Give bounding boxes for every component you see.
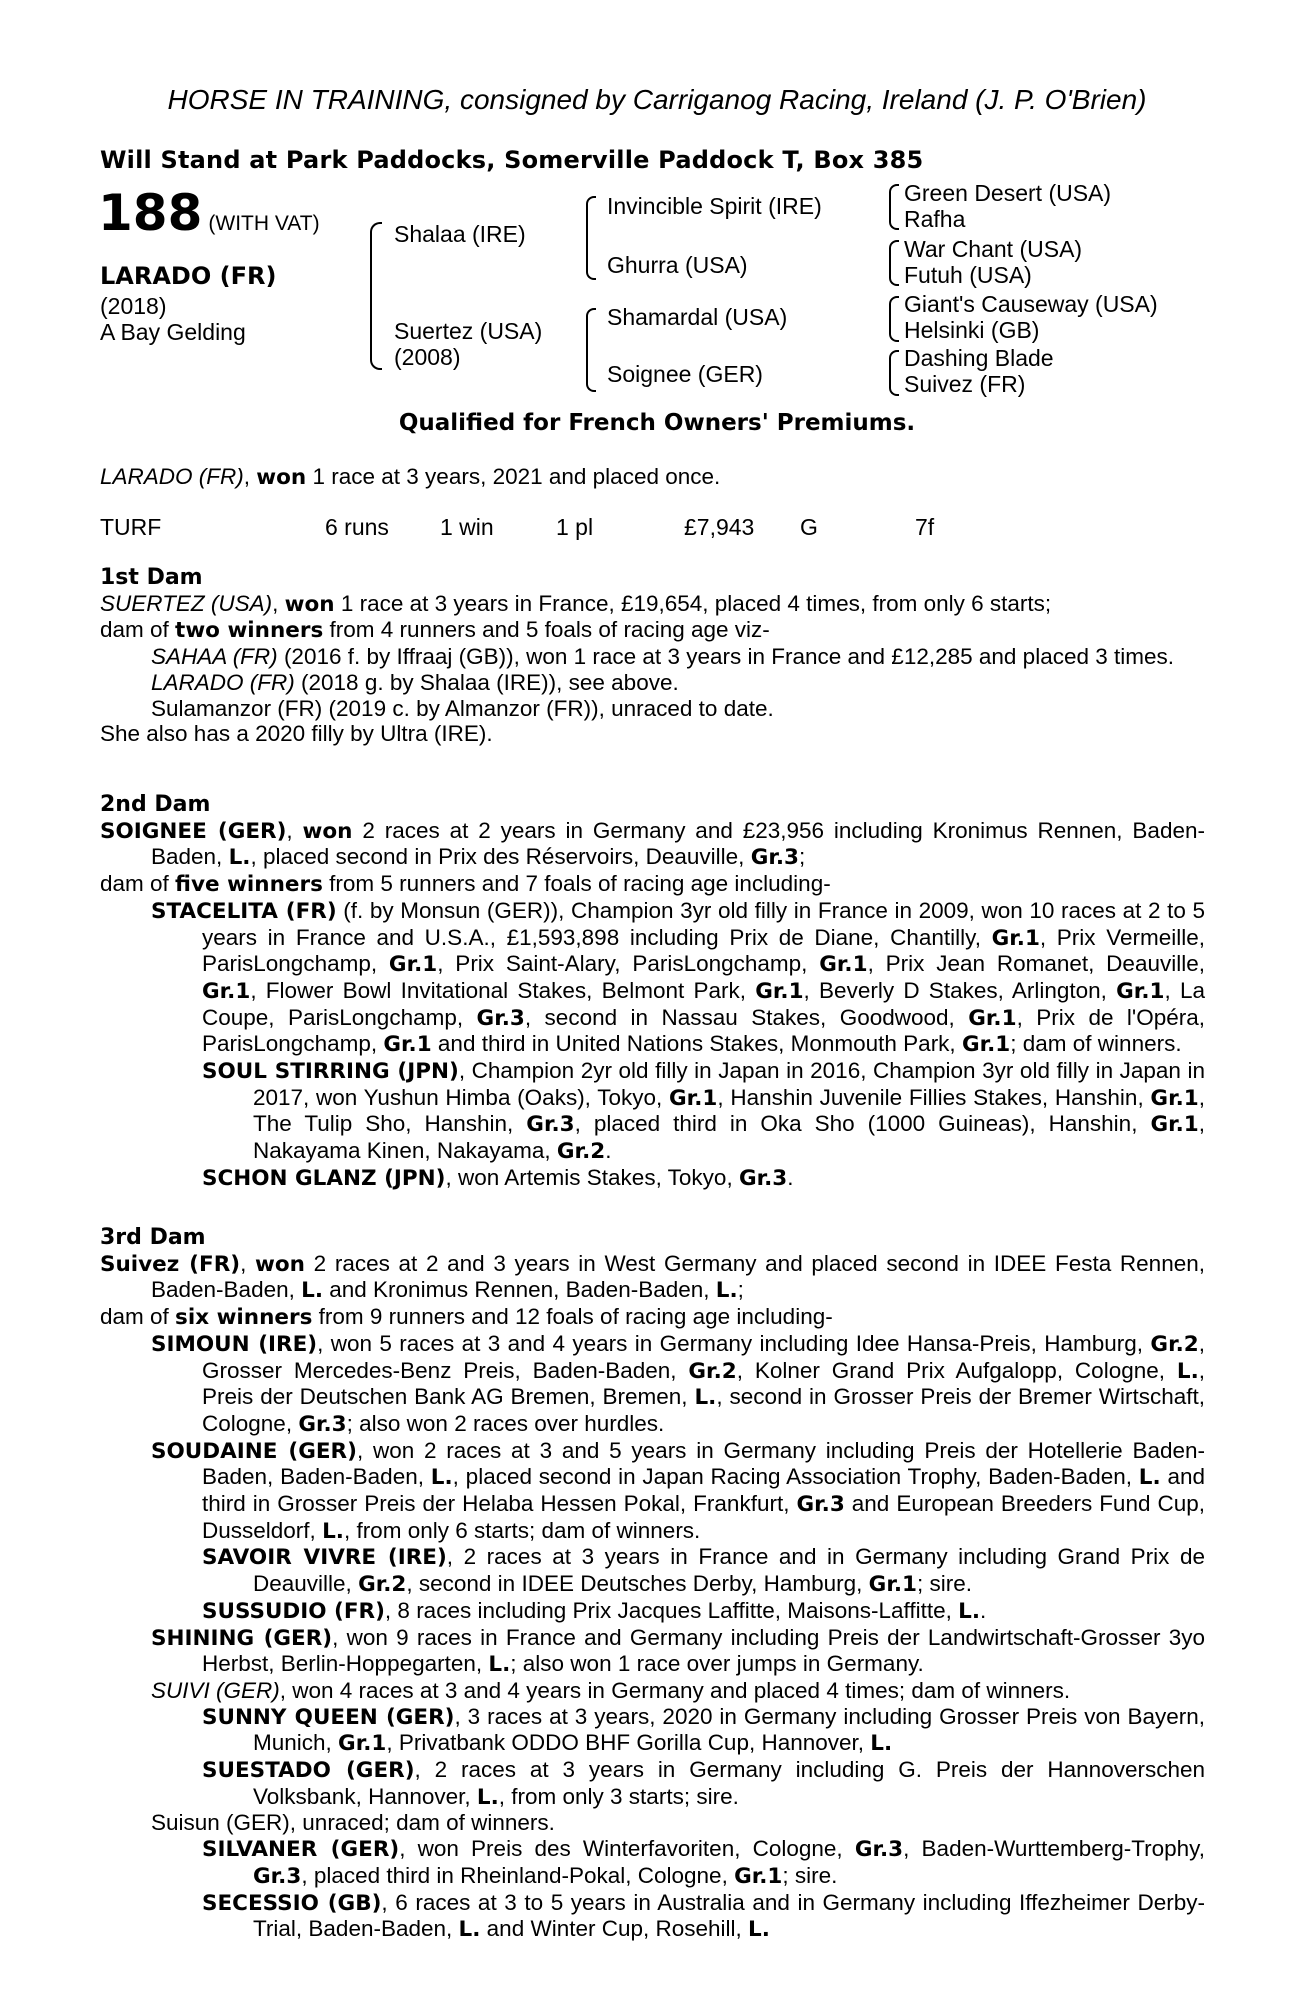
pedigree-ds-sire: Giant's Causeway (USA) (904, 291, 1158, 317)
progeny-text: , won Preis des Winterfavoriten, Cologne, (399, 1836, 855, 1862)
third-dam-name: Suivez (FR) (100, 1251, 241, 1277)
progeny-text: , 3 races at 3 years, 2020 in Germany including Grosser Preis von Bayern, Munich, (253, 1703, 1205, 1756)
progeny-name: SUSSUDIO (FR) (202, 1598, 385, 1624)
progeny-soul-stirring (100, 1058, 1205, 1165)
progeny-text: and third in Grosser Preis der Helaba Hessen Pokal, Frankfurt, (202, 1464, 1205, 1517)
race-grade: L. (715, 1278, 738, 1304)
pedigree-ds-dam: Helsinki (GB) (904, 317, 1040, 343)
progeny-text: and third in United Nations Stakes, Monmouth Park, (431, 1031, 962, 1057)
third-dam-section (100, 1225, 1205, 1943)
progeny-sunny-queen (100, 1704, 1205, 1757)
race-grade: L. (476, 1784, 499, 1810)
progeny-text: , placed third in Oka Sho (1000 Guineas), Hanshin, (574, 1111, 1151, 1137)
progeny-name: SECESSIO (GB) (202, 1890, 382, 1916)
race-grade: L. (870, 1731, 893, 1757)
turf-placed: 1 pl (556, 514, 594, 540)
pedigree-ss-dam: Rafha (904, 206, 966, 232)
race-grade: L. (1176, 1358, 1199, 1384)
progeny-suivi (100, 1678, 1205, 1704)
pedigree-brace-ds (889, 296, 899, 342)
first-dam-foal-sahaa (100, 644, 1205, 670)
turf-surface: TURF (100, 514, 162, 540)
record-text: ; (799, 844, 806, 870)
progeny-text: . (605, 1138, 612, 1164)
progeny-text: , placed second in Japan Racing Association Trophy, Baden-Baden, (452, 1464, 1139, 1490)
third-dam-record: Suivez (FR), won 2 races at 2 and 3 years in West Germany and placed second in IDEE Festa Rennen, Baden-Baden, L. and Kronimus Rennen, Baden-Baden, L.; (100, 1250, 1205, 1304)
progeny-text: . (980, 1597, 987, 1623)
progeny-name: SUESTADO (GER) (202, 1758, 415, 1784)
turf-distance: 7f (915, 514, 935, 540)
race-grade: Gr.1 (755, 978, 804, 1004)
race-grade: Gr.1 (1116, 978, 1165, 1004)
first-dam-foal-larado (100, 670, 1205, 696)
progeny-text: ; also won 2 races over hurdles. (346, 1410, 665, 1436)
pedigree-dam-year: (2008) (394, 344, 461, 370)
turf-runs: 6 runs (325, 514, 389, 540)
pedigree-dam-dam: Soignee (GER) (607, 361, 763, 387)
progeny-simoun (100, 1331, 1205, 1438)
stand-location: Will Stand at Park Paddocks, Somerville Paddock T, Box 385 (100, 146, 924, 174)
progeny-schon-glanz (100, 1165, 1205, 1192)
first-dam-foal-sulamanzor: Sulamanzor (FR) (2019 c. by Almanzor (FR)), unraced to date. (151, 695, 774, 721)
progeny-text: , from only 3 starts; sire. (498, 1783, 739, 1809)
progeny-text: ; sire. (782, 1862, 838, 1888)
race-grade: Gr.3 (298, 1411, 347, 1437)
turf-wins: 1 win (440, 514, 494, 540)
race-grade: L. (1138, 1465, 1161, 1491)
second-dam-produce-count: five winners (175, 872, 323, 898)
progeny-text: , Hanshin Juvenile Fillies Stakes, Hanshin, (717, 1084, 1151, 1110)
turf-going: G (800, 514, 818, 540)
race-grade: Gr.1 (383, 1032, 432, 1058)
progeny-text: , 2 races at 3 years in Germany including G. Preis der Hannoverschen Volksbank, Hannover, (253, 1757, 1205, 1809)
race-grade: Gr.2 (688, 1358, 737, 1384)
progeny-text: , placed third in Rheinland-Pokal, Cologne, (301, 1862, 735, 1888)
progeny-text: , 2 races at 3 years in France and in Germany including Grand Prix de Deauville, (253, 1544, 1205, 1597)
race-grade: Gr.1 (868, 1572, 917, 1598)
progeny-savoir-vivre (100, 1544, 1205, 1597)
progeny-text: , won Artemis Stakes, Tokyo, (445, 1164, 739, 1190)
pedigree-sd-sire: War Chant (USA) (904, 236, 1083, 262)
progeny-silvaner (100, 1836, 1205, 1889)
pedigree-sd-dam: Futuh (USA) (904, 262, 1032, 288)
pedigree-ss-sire: Green Desert (USA) (904, 180, 1112, 206)
race-grade: Gr.1 (819, 952, 868, 978)
progeny-text: ; also won 1 race over jumps in Germany. (510, 1651, 924, 1677)
first-dam-section: 1st Dam SUERTEZ (USA), won 1 race at 3 years in France, £19,654, placed 4 times, from only 6 starts; dam of two winners from 4 runners and 5 foals of racing age viz- SAHAA (FR) (2016 f. by Iffraaj (GB)), won 1 race at 3 years in France and £12,285 and placed 3 times. LARADO (FR) (2018 g. by Shalaa (IRE)), see above. Sulamanzor (FR) (2019 c. by Almanzor (FR)), unraced to date. She also has a 2020 filly by Ultra (IRE). (100, 565, 1205, 747)
race-grade: Gr.3 (526, 1112, 575, 1138)
progeny-text: , The Tulip Sho, Hanshin, (253, 1084, 1205, 1137)
race-grade: Gr.1 (961, 1032, 1011, 1058)
lot-number (98, 184, 320, 242)
pedigree-brace-ss (889, 184, 899, 230)
progeny-text: ; dam of winners. (1010, 1031, 1182, 1057)
pedigree-brace-generation1 (370, 222, 382, 370)
progeny-text: ; sire. (916, 1571, 972, 1597)
progeny-text: , second in Grosser Preis der Bremer Wirtschaft, Cologne, (202, 1384, 1205, 1436)
progeny-text: , Grosser Mercedes-Benz Preis, Baden-Baden, (202, 1330, 1205, 1383)
turf-earnings: £7,943 (684, 514, 755, 540)
race-grade: Gr.1 (338, 1731, 387, 1757)
third-dam-heading: 3rd Dam (100, 1225, 206, 1250)
second-dam-heading: 2nd Dam (100, 792, 211, 817)
summary-horse-name: LARADO (FR) (100, 464, 244, 489)
horse-description: A Bay Gelding (100, 319, 246, 345)
progeny-text: , Champion 2yr old filly in Japan in 2016, Champion 3yr old filly in Japan in 2017, won Yushun Himba (Oaks), Tokyo, (253, 1058, 1206, 1110)
record-text: 2 races at 2 and 3 years in West Germany and placed second in IDEE Festa Rennen, Baden-Baden, (151, 1250, 1205, 1303)
progeny-text: , Beverly D Stakes, Arlington, (803, 977, 1117, 1003)
race-grade: Gr.3 (476, 1005, 525, 1031)
pedigree-dd-dam: Suivez (FR) (904, 371, 1026, 397)
record-text: and Kronimus Rennen, Baden-Baden, (323, 1277, 716, 1303)
progeny-name: SHINING (GER) (151, 1625, 333, 1651)
progeny-text: , Baden-Wurttemberg-Trophy, (903, 1836, 1205, 1862)
race-grade: L. (694, 1385, 717, 1411)
horse-year: (2018) (100, 293, 167, 319)
race-summary: LARADO (FR), won 1 race at 3 years, 2021 and placed once. (100, 464, 721, 490)
race-grade: L. (958, 1598, 981, 1624)
progeny-text: , Prix de l'Opéra, ParisLongchamp, (202, 1004, 1205, 1057)
pedigree-sire-sire: Invincible Spirit (IRE) (607, 193, 822, 219)
progeny-text: and European Breeders Fund Cup, Dusseldorf, (202, 1491, 1205, 1543)
progeny-text: , 8 races including Prix Jacques Laffitte, Maisons-Laffitte, (384, 1597, 959, 1623)
progeny-name: SCHON GLANZ (JPN) (202, 1165, 446, 1191)
race-grade: L. (458, 1917, 481, 1943)
pedigree-dam-sire: Shamardal (USA) (607, 304, 788, 330)
vat-label: (WITH VAT) (208, 212, 320, 235)
third-dam-won: won (255, 1251, 305, 1277)
foal-text: (2016 f. by Iffraaj (GB)), won 1 race at 3 years in France and £12,285 and placed 3 times. (277, 644, 1175, 670)
progeny-name: SOUL STIRRING (JPN) (202, 1059, 459, 1085)
progeny-text: , won 4 races at 3 and 4 years in Germany and placed 4 times; dam of winners. (279, 1677, 1071, 1703)
first-dam-heading: 1st Dam (100, 565, 203, 590)
second-dam-produce-a: dam of (100, 871, 176, 897)
race-grade: L. (430, 1465, 453, 1491)
lot-number-value: 188 (98, 184, 203, 242)
second-dam-produce-c: from 5 runners and 7 foals of racing age including- (322, 871, 831, 897)
second-dam-record: SOIGNEE (GER), won 2 races at 2 years in Germany and £23,956 including Kronimus Rennen, Baden-Baden, L., placed second in Prix des Réservoirs, Deauville, Gr.3; (100, 817, 1205, 871)
progeny-text: , second in IDEE Deutsches Derby, Hamburg, (406, 1571, 869, 1597)
progeny-text: , from only 6 starts; dam of winners. (343, 1517, 701, 1543)
second-dam-name: SOIGNEE (GER) (100, 818, 287, 844)
first-dam-produce-count: two winners (175, 618, 324, 644)
pedigree-sire-dam: Ghurra (USA) (607, 252, 748, 278)
race-grade: Gr.1 (991, 925, 1040, 951)
record-text: ; (737, 1277, 744, 1303)
race-grade: Gr.3 (854, 1837, 904, 1863)
pedigree-brace-sire (586, 196, 596, 280)
pedigree-dd-sire: Dashing Blade (904, 345, 1054, 371)
race-grade: Gr.3 (796, 1492, 845, 1518)
race-grade: Gr.3 (253, 1863, 302, 1889)
race-grade: L. (322, 1518, 344, 1544)
race-grade: Gr.1 (968, 1005, 1017, 1031)
race-grade: Gr.1 (669, 1085, 718, 1111)
race-grade: L. (488, 1652, 511, 1678)
horse-name: LARADO (FR) (100, 262, 277, 290)
second-dam-section (100, 792, 1205, 1192)
progeny-text: (f. by Monsun (GER)), Champion 3yr old filly in France in 2009, won 10 races at 2 to 5 years in France and U.S.A., £1,593,898 including Prix de Diane, Chantilly, (202, 897, 1205, 950)
progeny-soudaine (100, 1438, 1205, 1545)
foal-name: SAHAA (FR) (151, 644, 278, 670)
progeny-name: SUIVI (GER) (151, 1677, 280, 1703)
first-dam-note: She also has a 2020 filly by Ultra (IRE). (100, 721, 493, 747)
progeny-suestado (100, 1757, 1205, 1810)
page-header: HORSE IN TRAINING, consigned by Carriganog Racing, Ireland (J. P. O'Brien) (167, 84, 1147, 115)
pedigree-sire: Shalaa (IRE) (394, 221, 526, 247)
progeny-stacelita (100, 898, 1205, 1058)
record-text: , placed second in Prix des Réservoirs, Deauville, (250, 844, 751, 870)
summary-won: won (256, 465, 307, 490)
progeny-text: , won 2 races at 3 and 5 years in Germany including Preis der Hotellerie Baden-Baden, Baden-Baden, (202, 1437, 1205, 1490)
race-grade: Gr.1 (734, 1863, 783, 1889)
race-grade: Gr.3 (750, 845, 799, 871)
pedigree-dam: Suertez (USA) (394, 318, 543, 344)
race-grade: L. (301, 1278, 323, 1304)
second-dam-won: won (302, 818, 353, 844)
progeny-text: and Winter Cup, Rosehill, (480, 1916, 749, 1942)
progeny-text: , Flower Bowl Invitational Stakes, Belmont Park, (250, 977, 756, 1003)
progeny-name: STACELITA (FR) (151, 898, 337, 924)
progeny-text: , Prix Vermeille, ParisLongchamp, (202, 924, 1205, 977)
race-grade: Gr.1 (202, 978, 251, 1004)
race-grade: Gr.2 (1150, 1331, 1199, 1357)
third-dam-produce-count: six winners (175, 1305, 313, 1331)
first-dam-produce-c: from 4 runners and 5 foals of racing age viz- (323, 617, 770, 643)
progeny-text: , La Coupe, ParisLongchamp, (202, 977, 1205, 1030)
race-grade: Gr.1 (1150, 1085, 1199, 1111)
summary-text: 1 race at 3 years, 2021 and placed once. (306, 464, 721, 489)
race-grade: Gr.2 (358, 1572, 407, 1598)
progeny-text: , Preis der Deutschen Bank AG Bremen, Bremen, (202, 1357, 1206, 1410)
progeny-name: SUNNY QUEEN (GER) (202, 1704, 455, 1730)
first-dam-produce-a: dam of (100, 617, 176, 643)
progeny-name: SAVOIR VIVRE (IRE) (202, 1545, 447, 1571)
progeny-text: , 6 races at 3 to 5 years in Australia and in Germany including Iffezheimer Derby-Trial, Baden-Baden, (253, 1889, 1205, 1942)
progeny-name: SILVANER (GER) (202, 1837, 400, 1863)
foal-name: LARADO (FR) (151, 669, 295, 695)
progeny-text: , won 5 races at 3 and 4 years in Germany including Idee Hansa-Preis, Hamburg, (317, 1330, 1151, 1356)
qualified-notice: Qualified for French Owners' Premiums. (398, 410, 916, 436)
progeny-sussudio (100, 1598, 1205, 1625)
third-dam-produce-c: from 9 runners and 12 foals of racing age including- (312, 1304, 833, 1330)
first-dam-name: SUERTEZ (USA) (100, 590, 273, 616)
progeny-text: , won 9 races in France and Germany including Preis der Landwirtschaft-Grosser 3yo Herbst, Berlin-Hoppegarten, (202, 1624, 1205, 1677)
progeny-text: , Kolner Grand Prix Aufgalopp, Cologne, (736, 1357, 1177, 1383)
progeny-shining (100, 1625, 1205, 1678)
progeny-text: . (787, 1164, 794, 1190)
third-dam-produce-a: dam of (100, 1304, 176, 1330)
race-grade: Gr.2 (556, 1139, 606, 1165)
race-grade: Gr.3 (738, 1165, 788, 1191)
progeny-text: , Privatbank ODDO BHF Gorilla Cup, Hannover, (386, 1730, 871, 1756)
first-dam-won: won (284, 591, 335, 617)
pedigree-brace-sd (889, 240, 899, 286)
race-grade: Gr.1 (1150, 1112, 1199, 1138)
race-grade: L. (228, 845, 251, 871)
progeny-suisun: Suisun (GER), unraced; dam of winners. (151, 1810, 555, 1836)
progeny-text: , second in Nassau Stakes, Goodwood, (524, 1004, 969, 1030)
race-grade: L. (748, 1917, 770, 1943)
record-text: 2 races at 2 years in Germany and £23,956 including Kronimus Rennen, Baden-Baden, (151, 817, 1205, 870)
progeny-name: SOUDAINE (GER) (151, 1438, 357, 1464)
pedigree-brace-dd (889, 350, 899, 396)
progeny-text: , Prix Saint-Alary, ParisLongchamp, (437, 951, 820, 977)
pedigree-brace-dam (586, 308, 596, 392)
foal-text: (2018 g. by Shalaa (IRE)), see above. (294, 669, 679, 695)
progeny-text: , Prix Jean Romanet, Deauville, (867, 951, 1205, 977)
progeny-secessio (100, 1890, 1205, 1943)
race-grade: Gr.1 (388, 952, 438, 978)
first-dam-record: 1 race at 3 years in France, £19,654, placed 4 times, from only 6 starts; (334, 590, 1052, 616)
progeny-name: SIMOUN (IRE) (151, 1331, 318, 1357)
progeny-text: , Nakayama Kinen, Nakayama, (253, 1111, 1206, 1164)
